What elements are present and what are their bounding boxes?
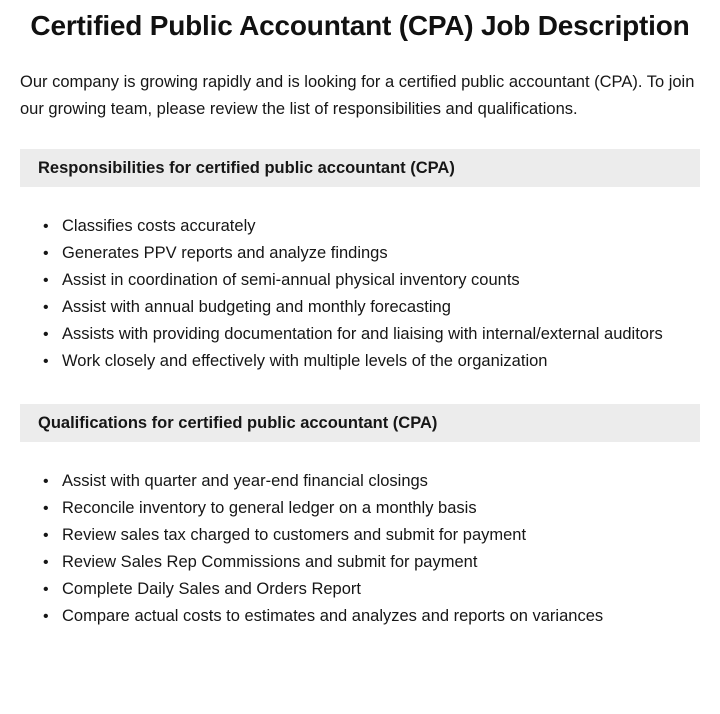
- list-item: • Compare actual costs to estimates and analyzes and reports on variances: [20, 603, 700, 630]
- qualifications-list: [20, 468, 700, 630]
- list-item: • Assist with annual budgeting and monthly forecasting: [20, 294, 700, 321]
- page-title: Certified Public Accountant (CPA) Job Description: [30, 10, 690, 41]
- list-item: • Generates PPV reports and analyze findings: [20, 240, 700, 267]
- responsibilities-list: [20, 213, 700, 375]
- list-item: • Assist with quarter and year-end financial closings: [20, 468, 700, 495]
- list-item: • Work closely and effectively with multiple levels of the organization: [20, 348, 700, 375]
- list-item: • Review Sales Rep Commissions and submit for payment: [20, 549, 700, 576]
- list-item: • Assists with providing documentation for and liaising with internal/external auditors: [20, 321, 700, 348]
- qualifications-section-heading: Qualifications for certified public accountant (CPA): [20, 404, 700, 442]
- intro-paragraph: Our company is growing rapidly and is looking for a certified public accountant (CPA). To join our growing team, please review the list of responsibilities and qualifications.: [20, 73, 695, 118]
- list-item: • Assist in coordination of semi-annual physical inventory counts: [20, 267, 700, 294]
- list-item: • Complete Daily Sales and Orders Report: [20, 576, 700, 603]
- list-item: • Classifies costs accurately: [20, 213, 700, 240]
- responsibilities-section-heading: Responsibilities for certified public accountant (CPA): [20, 149, 700, 187]
- list-item: • Reconcile inventory to general ledger on a monthly basis: [20, 495, 700, 522]
- list-item: • Review sales tax charged to customers and submit for payment: [20, 522, 700, 549]
